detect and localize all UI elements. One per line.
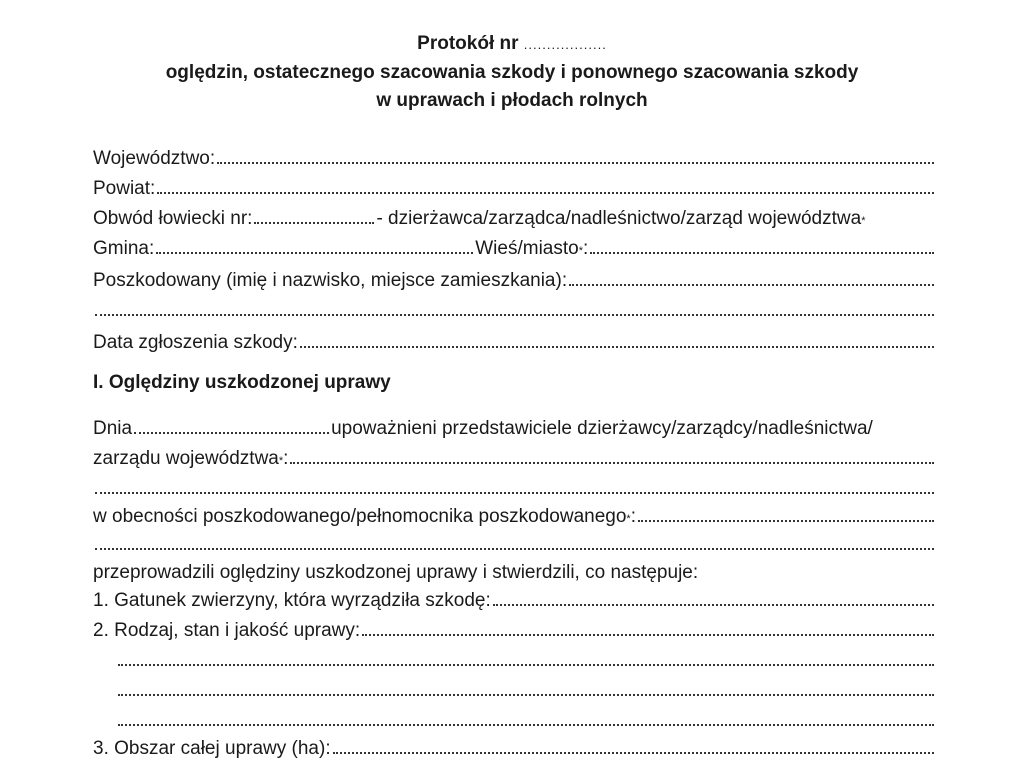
label-obwod-suffix: - dzierżawca/zarządca/nadleśnictwo/zarząd województwa [376, 208, 862, 229]
item-2-cont-2 [116, 680, 936, 696]
fill-line-dnia [134, 418, 329, 434]
fill-line-obecnosci [638, 506, 934, 522]
field-poszkodowany-cont [93, 300, 936, 316]
label-gmina: Gmina: [93, 238, 155, 259]
item-2-cont-3 [116, 710, 936, 726]
fill-line-powiat [157, 178, 934, 194]
line-zarzadu-cont [93, 478, 936, 494]
fill-line-poszkodowany [569, 270, 934, 286]
field-obwod: Obwód łowiecki nr: - dzierżawca/zarządca/nadleśnictwo/zarząd województwa * [93, 208, 866, 229]
fill-line-poszkodowany-2 [95, 300, 934, 316]
fill-line-zarzadu [290, 448, 934, 464]
label-item-1: 1. Gatunek zwierzyny, która wyrządziła szkodę: [93, 590, 491, 611]
fill-line-item-2-b [118, 680, 934, 696]
header-title-row [0, 30, 1024, 59]
field-gmina-wies: Gmina: Wieś/miasto * : [93, 238, 936, 260]
fill-line-item-2-a [118, 650, 934, 666]
fill-line-item-2 [362, 620, 934, 636]
fill-line-item-2-c [118, 710, 934, 726]
header-title: Protokół nr [417, 33, 519, 54]
line-przeprowadzili [93, 562, 936, 584]
fill-line-wojewodztwo [217, 148, 934, 164]
line-obecnosci-cont [93, 534, 936, 550]
label-zarzadu-colon: : [283, 448, 289, 469]
label-obecnosci-colon: : [630, 506, 636, 527]
label-wojewodztwo: Województwo: [93, 148, 216, 169]
header-number-dots: .................. [523, 37, 607, 52]
label-data-zgloszenia: Data zgłoszenia szkody: [93, 332, 298, 353]
header-subtitle-1: oględzin, ostatecznego szacowania szkody i ponownego szacowania szkody [165, 62, 859, 83]
label-zarzadu: zarządu województwa [93, 448, 279, 469]
fill-line-item-3 [333, 738, 934, 754]
label-upowaznieni: upoważnieni przedstawiciele dzierżawcy/zarządcy/nadleśnictwa/ [331, 418, 873, 439]
line-dnia [93, 418, 936, 440]
label-poszkodowany: Poszkodowany (imię i nazwisko, miejsce zamieszkania): [93, 270, 568, 291]
fill-line-obecnosci-2 [95, 534, 934, 550]
field-wojewodztwo [93, 148, 936, 170]
section-1-title: I. Oględziny uszkodzonej uprawy [93, 372, 391, 393]
item-2 [93, 620, 936, 642]
field-powiat [93, 178, 936, 200]
line-zarzadu: zarządu województwa * : [93, 448, 936, 470]
label-przeprowadzili: przeprowadzili oględziny uszkodzonej uprawy i stwierdzili, co następuje: [93, 562, 699, 583]
label-wies: Wieś/miasto [475, 238, 579, 259]
label-obecnosci: w obecności poszkodowanego/pełnomocnika poszkodowanego [93, 506, 627, 527]
fill-line-wies [590, 238, 934, 254]
fill-line-gmina [156, 238, 473, 254]
line-obecnosci: w obecności poszkodowanego/pełnomocnika poszkodowanego * : [93, 506, 936, 528]
fill-line-item-1 [493, 590, 934, 606]
item-1 [93, 590, 936, 612]
label-wies-colon: : [583, 238, 589, 259]
document-header [0, 30, 1024, 115]
fill-line-zarzadu-2 [95, 478, 934, 494]
label-item-3: 3. Obszar całej uprawy (ha): [93, 738, 331, 759]
field-data-zgloszenia [93, 332, 936, 354]
item-2-cont-1 [116, 650, 936, 666]
fill-line-obwod [254, 208, 374, 224]
label-dnia: Dnia [93, 418, 133, 439]
label-obwod: Obwód łowiecki nr: [93, 208, 253, 229]
item-3 [93, 738, 936, 760]
field-poszkodowany [93, 270, 936, 292]
header-subtitle-2: w uprawach i płodach rolnych [376, 90, 648, 111]
label-item-2: 2. Rodzaj, stan i jakość uprawy: [93, 620, 361, 641]
label-powiat: Powiat: [93, 178, 156, 199]
fill-line-data-zgloszenia [300, 332, 934, 348]
